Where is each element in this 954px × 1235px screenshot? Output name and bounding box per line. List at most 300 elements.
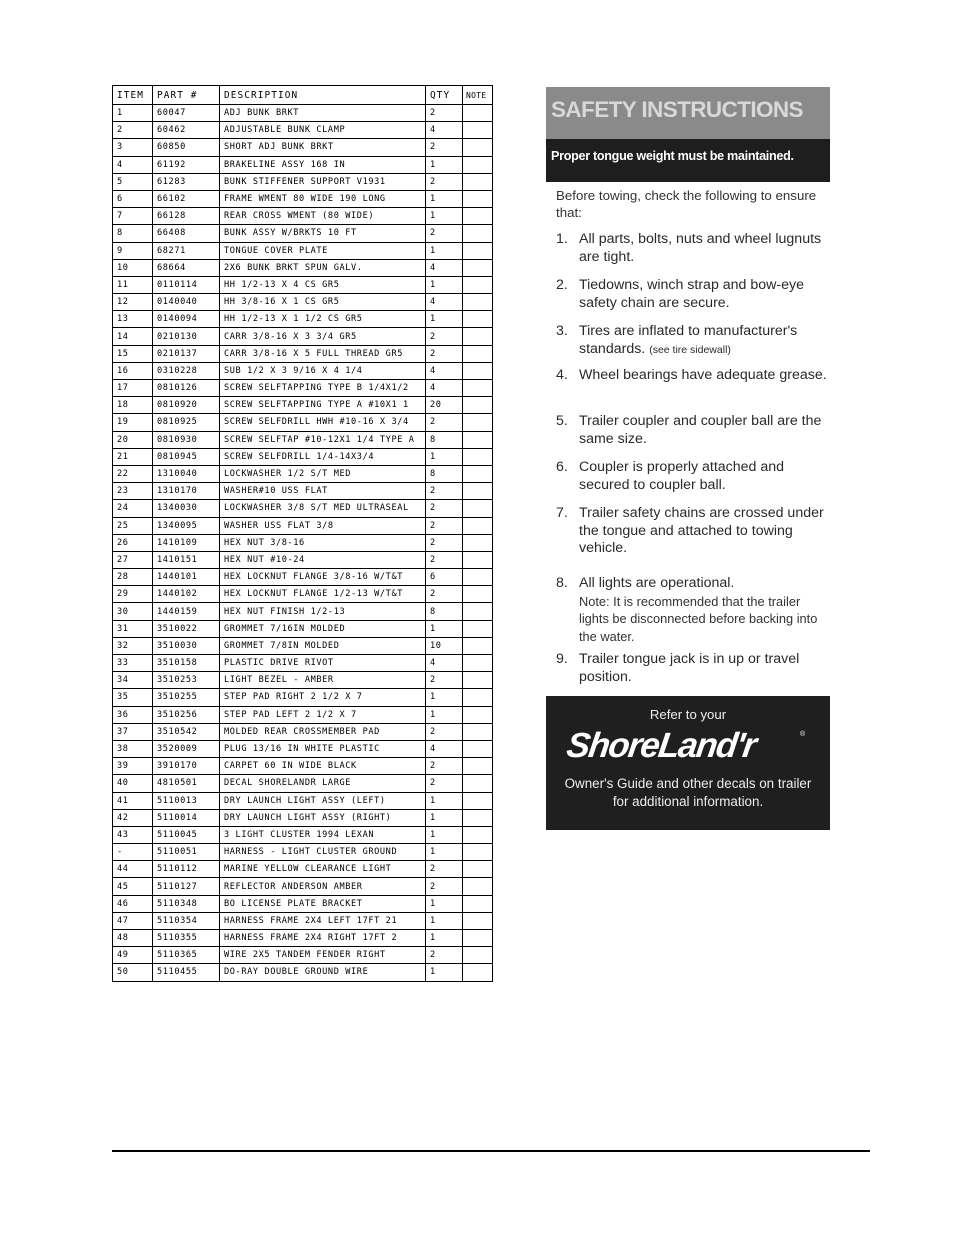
cell-description: DRY LAUNCH LIGHT ASSY (LEFT) bbox=[220, 792, 426, 809]
table-row bbox=[113, 878, 493, 895]
cell-note bbox=[463, 276, 493, 293]
cell-item: 43 bbox=[113, 826, 153, 843]
cell-description: WASHER USS FLAT 3/8 bbox=[220, 517, 426, 534]
step-number: 9. bbox=[556, 651, 568, 667]
step-number: 4. bbox=[556, 367, 568, 383]
cell-note bbox=[463, 603, 493, 620]
step-text-block bbox=[579, 575, 829, 645]
cell-item: 50 bbox=[113, 964, 153, 981]
cell-note bbox=[463, 311, 493, 328]
cell-qty: 4 bbox=[426, 655, 463, 672]
cell-item: 7 bbox=[113, 208, 153, 225]
cell-qty: 4 bbox=[426, 740, 463, 757]
table-row bbox=[113, 655, 493, 672]
cell-part: 1310040 bbox=[153, 465, 220, 482]
cell-qty: 1 bbox=[426, 930, 463, 947]
cell-item: 32 bbox=[113, 637, 153, 654]
cell-qty: 1 bbox=[426, 311, 463, 328]
cell-note bbox=[463, 844, 493, 861]
cell-part: 1440102 bbox=[153, 586, 220, 603]
cell-description: ADJUSTABLE BUNK CLAMP bbox=[220, 122, 426, 139]
cell-qty: 2 bbox=[426, 517, 463, 534]
cell-part: 1340095 bbox=[153, 517, 220, 534]
cell-description: CARPET 60 IN WIDE BLACK bbox=[220, 758, 426, 775]
cell-part: 1410151 bbox=[153, 551, 220, 568]
table-row bbox=[113, 362, 493, 379]
cell-part: 1410109 bbox=[153, 534, 220, 551]
cell-note bbox=[463, 122, 493, 139]
step-text: Trailer tongue jack is in up or travel position. bbox=[579, 651, 800, 685]
step-text: All lights are operational. bbox=[579, 575, 735, 591]
cell-description: SUB 1/2 X 3 9/16 X 4 1/4 bbox=[220, 362, 426, 379]
cell-qty: 1 bbox=[426, 242, 463, 259]
cell-note bbox=[463, 414, 493, 431]
cell-qty: 4 bbox=[426, 362, 463, 379]
cell-item: 24 bbox=[113, 500, 153, 517]
step-number: 1. bbox=[556, 231, 568, 247]
cell-qty: 8 bbox=[426, 465, 463, 482]
cell-part: 3510255 bbox=[153, 689, 220, 706]
cell-qty: 4 bbox=[426, 122, 463, 139]
table-row bbox=[113, 139, 493, 156]
cell-note bbox=[463, 947, 493, 964]
header-item: ITEM bbox=[113, 86, 153, 105]
table-header-row bbox=[113, 86, 493, 105]
cell-qty: 1 bbox=[426, 190, 463, 207]
cell-description: BUNK STIFFENER SUPPORT V1931 bbox=[220, 173, 426, 190]
cell-item: 21 bbox=[113, 448, 153, 465]
cell-note bbox=[463, 930, 493, 947]
cell-description: SCREW SELFTAPPING TYPE B 1/4X1/2 bbox=[220, 380, 426, 397]
table-row bbox=[113, 328, 493, 345]
cell-qty: 2 bbox=[426, 878, 463, 895]
cell-description: HH 1/2-13 X 4 CS GR5 bbox=[220, 276, 426, 293]
cell-item: 15 bbox=[113, 345, 153, 362]
cell-note bbox=[463, 345, 493, 362]
cell-item: 4 bbox=[113, 156, 153, 173]
cell-note bbox=[463, 362, 493, 379]
cell-note bbox=[463, 328, 493, 345]
cell-item: 36 bbox=[113, 706, 153, 723]
cell-note bbox=[463, 483, 493, 500]
cell-description: HEX NUT FINISH 1/2-13 bbox=[220, 603, 426, 620]
table-row bbox=[113, 775, 493, 792]
cell-note bbox=[463, 706, 493, 723]
cell-part: 60462 bbox=[153, 122, 220, 139]
cell-part: 68271 bbox=[153, 242, 220, 259]
step-text: Tiedowns, winch strap and bow-eye safety chain are secure. bbox=[579, 277, 805, 311]
cell-description: HARNESS FRAME 2X4 RIGHT 17FT 2 bbox=[220, 930, 426, 947]
cell-item: 47 bbox=[113, 912, 153, 929]
cell-item: 17 bbox=[113, 380, 153, 397]
cell-qty: 2 bbox=[426, 345, 463, 362]
cell-note bbox=[463, 569, 493, 586]
cell-item: 44 bbox=[113, 861, 153, 878]
cell-item: 8 bbox=[113, 225, 153, 242]
step-text-block bbox=[579, 651, 829, 686]
step-text: Coupler is properly attached and secured to coupler ball. bbox=[579, 459, 785, 493]
cell-qty: 1 bbox=[426, 792, 463, 809]
cell-part: 0110114 bbox=[153, 276, 220, 293]
cell-part: 0810920 bbox=[153, 397, 220, 414]
cell-note bbox=[463, 105, 493, 122]
bottom-rule bbox=[112, 1150, 870, 1152]
step-text-block bbox=[579, 231, 829, 266]
cell-qty: 1 bbox=[426, 826, 463, 843]
cell-qty: 1 bbox=[426, 895, 463, 912]
cell-note bbox=[463, 465, 493, 482]
decal-title: SAFETY INSTRUCTIONS bbox=[551, 97, 803, 122]
cell-note bbox=[463, 190, 493, 207]
step-number: 2. bbox=[556, 277, 568, 293]
cell-item: 12 bbox=[113, 294, 153, 311]
cell-part: 0810945 bbox=[153, 448, 220, 465]
cell-qty: 2 bbox=[426, 139, 463, 156]
step-note: Note: It is recommended that the trailer lights be disconnected before backing into the water. bbox=[579, 593, 818, 644]
table-row bbox=[113, 637, 493, 654]
cell-part: 68664 bbox=[153, 259, 220, 276]
table-row bbox=[113, 603, 493, 620]
cell-qty: 1 bbox=[426, 964, 463, 981]
cell-qty: 4 bbox=[426, 380, 463, 397]
cell-qty: 1 bbox=[426, 689, 463, 706]
cell-note bbox=[463, 964, 493, 981]
cell-item: 20 bbox=[113, 431, 153, 448]
cell-part: 0210130 bbox=[153, 328, 220, 345]
table-row bbox=[113, 809, 493, 826]
cell-part: 3510030 bbox=[153, 637, 220, 654]
cell-part: 5110455 bbox=[153, 964, 220, 981]
cell-description: BRAKELINE ASSY 168 IN bbox=[220, 156, 426, 173]
cell-part: 3510022 bbox=[153, 620, 220, 637]
header-qty: QTY bbox=[426, 86, 463, 105]
table-row bbox=[113, 500, 493, 517]
cell-item: 26 bbox=[113, 534, 153, 551]
cell-part: 0140094 bbox=[153, 311, 220, 328]
cell-part: 61283 bbox=[153, 173, 220, 190]
cell-item: 25 bbox=[113, 517, 153, 534]
table-row bbox=[113, 294, 493, 311]
cell-part: 0810930 bbox=[153, 431, 220, 448]
cell-part: 5110365 bbox=[153, 947, 220, 964]
cell-qty: 20 bbox=[426, 397, 463, 414]
cell-note bbox=[463, 620, 493, 637]
cell-note bbox=[463, 637, 493, 654]
cell-qty: 1 bbox=[426, 156, 463, 173]
cell-part: 0810126 bbox=[153, 380, 220, 397]
cell-note bbox=[463, 861, 493, 878]
step-text-block bbox=[579, 413, 829, 448]
cell-item: 2 bbox=[113, 122, 153, 139]
cell-part: 4810501 bbox=[153, 775, 220, 792]
cell-description: 3 LIGHT CLUSTER 1994 LEXAN bbox=[220, 826, 426, 843]
cell-qty: 4 bbox=[426, 259, 463, 276]
cell-item: 46 bbox=[113, 895, 153, 912]
step-small-note: (see tire sidewall) bbox=[649, 343, 731, 356]
cell-qty: 2 bbox=[426, 225, 463, 242]
cell-note bbox=[463, 139, 493, 156]
refer-text: Refer to your bbox=[649, 707, 727, 722]
cell-part: 5110355 bbox=[153, 930, 220, 947]
header-part: PART # bbox=[153, 86, 220, 105]
table-row bbox=[113, 483, 493, 500]
decal-subtitle: Proper tongue weight must be maintained. bbox=[551, 149, 794, 163]
table-row bbox=[113, 689, 493, 706]
table-row bbox=[113, 792, 493, 809]
step-text-block bbox=[579, 367, 829, 385]
step-text: Wheel bearings have adequate grease. bbox=[579, 367, 827, 383]
cell-qty: 1 bbox=[426, 448, 463, 465]
cell-part: 0310228 bbox=[153, 362, 220, 379]
cell-note bbox=[463, 534, 493, 551]
cell-description: 2X6 BUNK BRKT SPUN GALV. bbox=[220, 259, 426, 276]
cell-qty: 1 bbox=[426, 208, 463, 225]
cell-qty: 2 bbox=[426, 328, 463, 345]
table-row bbox=[113, 105, 493, 122]
table-row bbox=[113, 380, 493, 397]
table-row bbox=[113, 964, 493, 981]
table-row bbox=[113, 844, 493, 861]
cell-part: 0140040 bbox=[153, 294, 220, 311]
cell-note bbox=[463, 740, 493, 757]
cell-part: 0210137 bbox=[153, 345, 220, 362]
cell-note bbox=[463, 380, 493, 397]
cell-description: MOLDED REAR CROSSMEMBER PAD bbox=[220, 723, 426, 740]
cell-description: HARNESS - LIGHT CLUSTER GROUND bbox=[220, 844, 426, 861]
cell-item: 34 bbox=[113, 672, 153, 689]
step-number: 6. bbox=[556, 459, 568, 475]
cell-description: DECAL SHORELANDR LARGE bbox=[220, 775, 426, 792]
table-row bbox=[113, 758, 493, 775]
cell-note bbox=[463, 655, 493, 672]
cell-item: 13 bbox=[113, 311, 153, 328]
cell-description: HEX NUT #10-24 bbox=[220, 551, 426, 568]
cell-qty: 1 bbox=[426, 809, 463, 826]
table-row bbox=[113, 156, 493, 173]
cell-description: LIGHT BEZEL - AMBER bbox=[220, 672, 426, 689]
cell-item: 11 bbox=[113, 276, 153, 293]
cell-qty: 1 bbox=[426, 844, 463, 861]
cell-qty: 2 bbox=[426, 551, 463, 568]
cell-description: PLUG 13/16 IN WHITE PLASTIC bbox=[220, 740, 426, 757]
cell-item: 3 bbox=[113, 139, 153, 156]
table-row bbox=[113, 586, 493, 603]
cell-note bbox=[463, 792, 493, 809]
cell-item: 16 bbox=[113, 362, 153, 379]
shorelandr-logo bbox=[546, 724, 830, 768]
cell-note bbox=[463, 689, 493, 706]
cell-part: 3510256 bbox=[153, 706, 220, 723]
cell-description: BUNK ASSY W/BRKTS 10 FT bbox=[220, 225, 426, 242]
cell-qty: 2 bbox=[426, 173, 463, 190]
cell-item: 31 bbox=[113, 620, 153, 637]
cell-qty: 2 bbox=[426, 758, 463, 775]
cell-item: 14 bbox=[113, 328, 153, 345]
cell-part: 5110354 bbox=[153, 912, 220, 929]
header-note: NOTE bbox=[463, 86, 493, 105]
cell-description: HEX NUT 3/8-16 bbox=[220, 534, 426, 551]
cell-note bbox=[463, 826, 493, 843]
decal-footer bbox=[546, 696, 830, 830]
cell-note bbox=[463, 775, 493, 792]
table-row bbox=[113, 930, 493, 947]
cell-note bbox=[463, 912, 493, 929]
step-text: Tires are inflated to manufacturer's standards. bbox=[579, 323, 798, 357]
cell-note bbox=[463, 809, 493, 826]
step-text-block bbox=[579, 459, 829, 494]
cell-part: 60047 bbox=[153, 105, 220, 122]
cell-qty: 2 bbox=[426, 500, 463, 517]
step-text: Trailer coupler and coupler ball are the same size. bbox=[579, 413, 822, 447]
step-number: 8. bbox=[556, 575, 568, 591]
parts-table-body bbox=[113, 105, 493, 982]
cell-description: CARR 3/8-16 X 3 3/4 GR5 bbox=[220, 328, 426, 345]
cell-description: GROMMET 7/8IN MOLDED bbox=[220, 637, 426, 654]
cell-part: 3910170 bbox=[153, 758, 220, 775]
cell-description: SCREW SELFDRILL 1/4-14X3/4 bbox=[220, 448, 426, 465]
cell-item: 37 bbox=[113, 723, 153, 740]
cell-item: 41 bbox=[113, 792, 153, 809]
table-row bbox=[113, 276, 493, 293]
cell-part: 5110045 bbox=[153, 826, 220, 843]
step-number: 5. bbox=[556, 413, 568, 429]
cell-item: 18 bbox=[113, 397, 153, 414]
cell-description: HARNESS FRAME 2X4 LEFT 17FT 21 bbox=[220, 912, 426, 929]
cell-part: 1440159 bbox=[153, 603, 220, 620]
cell-qty: 1 bbox=[426, 276, 463, 293]
cell-part: 5110348 bbox=[153, 895, 220, 912]
cell-description: DO-RAY DOUBLE GROUND WIRE bbox=[220, 964, 426, 981]
cell-item: 27 bbox=[113, 551, 153, 568]
cell-note bbox=[463, 208, 493, 225]
table-row bbox=[113, 517, 493, 534]
cell-qty: 2 bbox=[426, 672, 463, 689]
cell-description: GROMMET 7/16IN MOLDED bbox=[220, 620, 426, 637]
table-row bbox=[113, 259, 493, 276]
step-text: All parts, bolts, nuts and wheel lugnuts are tight. bbox=[579, 231, 822, 265]
cell-part: 66408 bbox=[153, 225, 220, 242]
cell-part: 1340030 bbox=[153, 500, 220, 517]
table-row bbox=[113, 706, 493, 723]
cell-note bbox=[463, 723, 493, 740]
cell-note bbox=[463, 895, 493, 912]
cell-description: MARINE YELLOW CLEARANCE LIGHT bbox=[220, 861, 426, 878]
table-row bbox=[113, 895, 493, 912]
footer-text: Owner's Guide and other decals on trailer for additional information. bbox=[564, 776, 812, 809]
cell-part: 3510158 bbox=[153, 655, 220, 672]
cell-description: HH 1/2-13 X 1 1/2 CS GR5 bbox=[220, 311, 426, 328]
cell-description: ADJ BUNK BRKT bbox=[220, 105, 426, 122]
step-text-block bbox=[579, 505, 829, 558]
registered-mark: ® bbox=[800, 731, 806, 738]
cell-part: 5110013 bbox=[153, 792, 220, 809]
cell-qty: 2 bbox=[426, 483, 463, 500]
cell-item: 33 bbox=[113, 655, 153, 672]
table-row bbox=[113, 122, 493, 139]
cell-qty: 8 bbox=[426, 431, 463, 448]
cell-note bbox=[463, 586, 493, 603]
cell-note bbox=[463, 242, 493, 259]
cell-description: WIRE 2X5 TANDEM FENDER RIGHT bbox=[220, 947, 426, 964]
cell-description: DRY LAUNCH LIGHT ASSY (RIGHT) bbox=[220, 809, 426, 826]
cell-item: 39 bbox=[113, 758, 153, 775]
cell-description: SHORT ADJ BUNK BRKT bbox=[220, 139, 426, 156]
cell-note bbox=[463, 517, 493, 534]
cell-description: TONGUE COVER PLATE bbox=[220, 242, 426, 259]
cell-description: BO LICENSE PLATE BRACKET bbox=[220, 895, 426, 912]
table-row bbox=[113, 448, 493, 465]
cell-item: 45 bbox=[113, 878, 153, 895]
cell-note bbox=[463, 294, 493, 311]
step-text: Trailer safety chains are crossed under the tongue and attached to towing vehicle. bbox=[579, 505, 824, 556]
table-row bbox=[113, 414, 493, 431]
cell-description: REFLECTOR ANDERSON AMBER bbox=[220, 878, 426, 895]
cell-description: HEX LOCKNUT FLANGE 1/2-13 W/T&T bbox=[220, 586, 426, 603]
table-row bbox=[113, 672, 493, 689]
table-row bbox=[113, 397, 493, 414]
cell-item: 48 bbox=[113, 930, 153, 947]
cell-part: 0810925 bbox=[153, 414, 220, 431]
cell-note bbox=[463, 259, 493, 276]
table-row bbox=[113, 225, 493, 242]
table-row bbox=[113, 826, 493, 843]
table-row bbox=[113, 465, 493, 482]
table-row bbox=[113, 861, 493, 878]
cell-description: HH 3/8-16 X 1 CS GR5 bbox=[220, 294, 426, 311]
cell-description: WASHER#10 USS FLAT bbox=[220, 483, 426, 500]
cell-part: 66128 bbox=[153, 208, 220, 225]
cell-item: 29 bbox=[113, 586, 153, 603]
cell-part: 5110127 bbox=[153, 878, 220, 895]
table-row bbox=[113, 569, 493, 586]
cell-description: REAR CROSS WMENT (80 WIDE) bbox=[220, 208, 426, 225]
cell-note bbox=[463, 758, 493, 775]
step-number: 3. bbox=[556, 323, 568, 339]
cell-description: SCREW SELFDRILL HWH #10-16 X 3/4 bbox=[220, 414, 426, 431]
cell-item: - bbox=[113, 844, 153, 861]
cell-note bbox=[463, 397, 493, 414]
cell-description: SCREW SELFTAP #10-12X1 1/4 TYPE A bbox=[220, 431, 426, 448]
cell-part: 5110112 bbox=[153, 861, 220, 878]
cell-item: 9 bbox=[113, 242, 153, 259]
cell-qty: 2 bbox=[426, 861, 463, 878]
cell-qty: 2 bbox=[426, 586, 463, 603]
cell-item: 40 bbox=[113, 775, 153, 792]
cell-note bbox=[463, 225, 493, 242]
decal-header bbox=[546, 87, 830, 182]
table-row bbox=[113, 345, 493, 362]
cell-description: FRAME WMENT 80 WIDE 190 LONG bbox=[220, 190, 426, 207]
cell-note bbox=[463, 551, 493, 568]
cell-description: STEP PAD LEFT 2 1/2 X 7 bbox=[220, 706, 426, 723]
cell-part: 3510253 bbox=[153, 672, 220, 689]
step-number: 7. bbox=[556, 505, 568, 521]
cell-note bbox=[463, 173, 493, 190]
cell-note bbox=[463, 431, 493, 448]
table-row bbox=[113, 431, 493, 448]
cell-item: 22 bbox=[113, 465, 153, 482]
table-row bbox=[113, 551, 493, 568]
cell-description: STEP PAD RIGHT 2 1/2 X 7 bbox=[220, 689, 426, 706]
decal-intro: Before towing, check the following to ensure that: bbox=[556, 188, 817, 220]
cell-item: 49 bbox=[113, 947, 153, 964]
table-row bbox=[113, 242, 493, 259]
step-text-block bbox=[579, 277, 829, 312]
header-description: DESCRIPTION bbox=[220, 86, 426, 105]
cell-description: LOCKWASHER 3/8 S/T MED ULTRASEAL bbox=[220, 500, 426, 517]
cell-qty: 1 bbox=[426, 912, 463, 929]
cell-description: SCREW SELFTAPPING TYPE A #10X1 1 bbox=[220, 397, 426, 414]
